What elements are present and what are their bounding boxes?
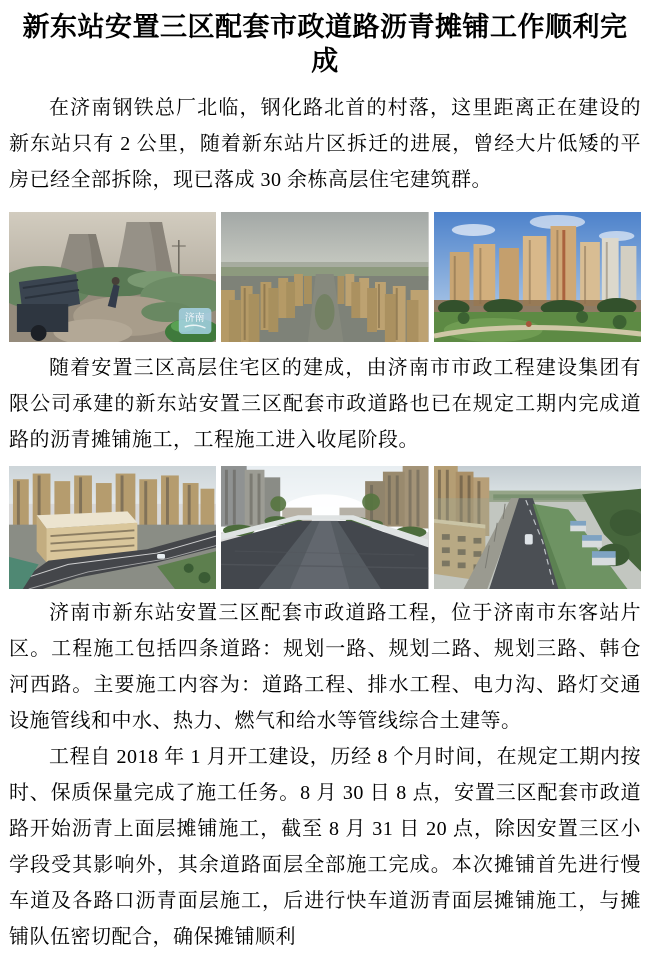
photo-aerial-road-construction xyxy=(434,466,641,589)
demolition-photo-graphic xyxy=(9,212,216,342)
photo-aerial-highrise-district xyxy=(221,212,428,342)
photo-aerial-road-corner xyxy=(9,466,216,589)
article-title xyxy=(9,10,641,78)
watermark-badge xyxy=(179,308,212,334)
article-title-text: 新东站安置三区配套市政道路沥青摊铺工作顺利完成 xyxy=(22,12,628,76)
road-construction-photo-graphic xyxy=(434,466,641,589)
paragraph-project-scope: 济南市新东站安置三区配套市政道路工程，位于济南市东客站片区。工程施工包括四条道路：规划一路、规划二路、规划三路、韩仓河西路。主要施工内容为：道路工程、排水工程、电力沟、路灯交通设施管线和中水、热力、燃气和给水等管线综合土建等。 xyxy=(9,602,641,732)
photo-row-2 xyxy=(9,466,641,589)
asphalt-street-photo-graphic xyxy=(221,466,428,589)
paragraph-intro: 在济南钢铁总厂北临，钢化路北首的村落，这里距离正在建设的新东站只有 2 公里，随着新东站片区拆迁的进展，曾经大片低矮的平房已经全部拆除，现已落成 30 余栋高层住宅建筑群。 xyxy=(9,97,641,191)
rendering-photo-graphic xyxy=(434,212,641,342)
paragraph-schedule: 工程自 2018 年 1 月开工建设，历经 8 个月时间，在规定工期内按时、保质保量完成了施工任务。8 月 30 日 8 点，安置三区配套市政道路开始沥青上面层摊铺施工，截至 8 月 31 日 20 点，除因安置三区小学段受其影响外，其余道路面层全部施工完成。本次摊铺首先进行慢车道及各路口沥青面层施工，后进行快车道沥青面层摊铺施工，与摊铺队伍密切配合，确保摊铺顺利 xyxy=(9,746,641,948)
photo-fresh-asphalt-street xyxy=(221,466,428,589)
photo-residential-rendering xyxy=(434,212,641,342)
photo-row-1 xyxy=(9,212,641,342)
aerial-district-photo-graphic xyxy=(221,212,428,342)
watermark-text: 济南 xyxy=(184,312,205,325)
photo-demolition-site-with-cooling-towers xyxy=(9,212,216,342)
road-corner-photo-graphic xyxy=(9,466,216,589)
paragraph-completion: 随着安置三区高层住宅区的建成，由济南市市政工程建设集团有限公司承建的新东站安置三区配套市政道路也已在规定工期内完成道路的沥青摊铺施工，工程施工进入收尾阶段。 xyxy=(9,357,641,451)
